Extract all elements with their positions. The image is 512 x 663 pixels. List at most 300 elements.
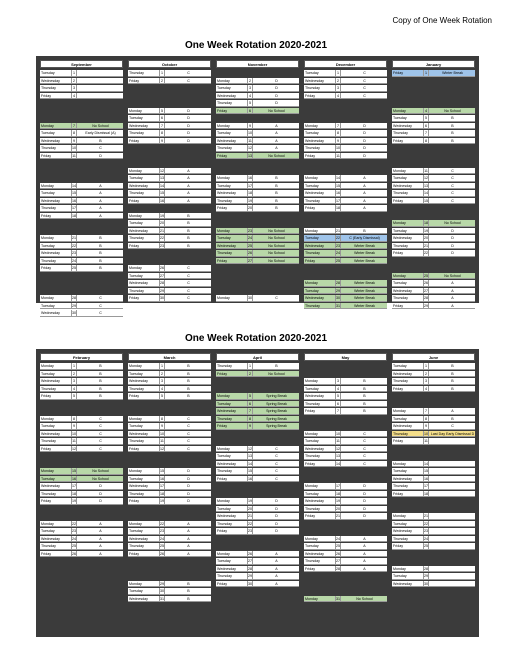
day-number: 18 <box>424 491 428 496</box>
day-name: Monday <box>393 221 406 225</box>
rotation-label: D <box>451 228 454 233</box>
day-name: Thursday <box>393 536 408 541</box>
day-row <box>304 295 387 302</box>
day-number: 18 <box>72 213 76 218</box>
day-name: Friday <box>129 198 139 203</box>
day-row <box>216 476 299 483</box>
day-number: 27 <box>424 288 428 293</box>
rotation-label: A <box>99 551 102 556</box>
rotation-label: Winter Break <box>354 281 375 285</box>
day-name: Wednesday <box>393 123 412 128</box>
day-number: 15 <box>336 183 340 188</box>
day-row <box>304 408 387 415</box>
day-number: 4 <box>337 93 339 98</box>
rotation-label: C <box>187 78 190 83</box>
rotation-label: D <box>187 476 190 481</box>
day-number: 18 <box>336 206 340 210</box>
day-row <box>128 243 211 250</box>
rotation-label: D <box>187 499 190 503</box>
day-number: 9 <box>73 424 75 428</box>
day-number: 12 <box>160 168 164 173</box>
day-name: Friday <box>41 153 51 158</box>
day-row <box>40 310 123 317</box>
day-number: 7 <box>337 409 339 413</box>
day-name: Wednesday <box>305 138 324 143</box>
rotation-label: B <box>451 138 454 143</box>
day-number: 17 <box>336 198 340 203</box>
day-name: Monday <box>393 273 406 278</box>
day-name: Thursday <box>41 146 56 150</box>
day-row <box>40 416 123 423</box>
day-number: 16 <box>72 198 76 203</box>
day-row <box>304 596 387 603</box>
day-row <box>392 581 475 588</box>
day-name: Monday <box>41 416 54 421</box>
day-name: Tuesday <box>129 221 143 225</box>
rotation-label: C <box>363 93 366 98</box>
day-number: 26 <box>160 266 164 270</box>
day-number: 28 <box>336 281 340 285</box>
day-row <box>40 138 123 145</box>
day-name: Tuesday <box>217 454 231 458</box>
day-row <box>304 461 387 468</box>
day-name: Friday <box>393 198 403 203</box>
rotation-label: A <box>363 551 366 556</box>
day-name: Wednesday <box>217 566 236 571</box>
day-name: Tuesday <box>393 281 407 285</box>
day-row <box>304 566 387 573</box>
rotation-label: C <box>187 288 190 293</box>
rotation-label: A <box>275 559 278 563</box>
day-number: 27 <box>160 273 164 278</box>
day-row <box>216 243 299 250</box>
rotation-label: C <box>363 454 366 458</box>
day-row <box>216 513 299 520</box>
day-name: Friday <box>393 251 403 255</box>
day-row <box>392 295 475 302</box>
rotation-label: D <box>363 499 366 503</box>
rotation-label: C <box>99 416 102 421</box>
day-row <box>216 498 299 505</box>
day-name: Tuesday <box>41 131 55 135</box>
day-name: Tuesday <box>129 116 143 120</box>
day-number: 7 <box>425 409 427 413</box>
day-row <box>392 243 475 250</box>
day-row <box>392 438 475 445</box>
day-name: Wednesday <box>41 251 60 255</box>
day-row <box>392 491 475 498</box>
day-row <box>40 123 123 130</box>
rotation-label: A <box>363 559 366 563</box>
rotation-label: B <box>275 364 278 368</box>
rotation-label: D <box>275 499 278 503</box>
day-name: Monday <box>41 123 54 128</box>
rotation-label: B <box>187 371 190 376</box>
day-name: Thursday <box>217 251 232 255</box>
rotation-label: A <box>451 288 454 293</box>
day-name: Tuesday <box>393 416 407 421</box>
day-row <box>392 461 475 468</box>
day-row <box>392 513 475 520</box>
day-name: Monday <box>41 236 54 240</box>
rotation-label: D <box>363 484 366 488</box>
day-name: Friday <box>41 551 51 556</box>
calendar-panel <box>36 349 479 637</box>
day-number: 6 <box>249 108 251 113</box>
day-row <box>128 228 211 235</box>
day-row <box>128 78 211 85</box>
day-name: Tuesday <box>129 273 143 278</box>
rotation-label: B <box>451 364 454 368</box>
rotation-label: Spring Break <box>266 409 287 413</box>
day-name: Thursday <box>41 544 56 548</box>
day-row <box>304 498 387 505</box>
day-number: 30 <box>248 581 252 586</box>
day-name: Friday <box>217 529 227 533</box>
day-number: 24 <box>336 251 340 255</box>
day-number: 7 <box>337 123 339 128</box>
day-row <box>128 168 211 175</box>
day-name: Monday <box>129 469 142 473</box>
month-header: February <box>40 353 123 361</box>
day-row <box>128 483 211 490</box>
day-row <box>216 205 299 212</box>
day-row <box>304 228 387 235</box>
day-name: Friday <box>217 153 227 158</box>
day-row <box>392 70 475 77</box>
day-number: 11 <box>72 439 76 443</box>
day-name: Friday <box>305 566 315 571</box>
day-name: Wednesday <box>129 536 148 541</box>
day-number: 9 <box>337 138 339 143</box>
day-number: 2 <box>161 78 163 83</box>
day-number: 20 <box>248 506 252 511</box>
day-name: Friday <box>305 93 315 98</box>
rotation-label: C <box>363 439 366 443</box>
day-row <box>128 265 211 272</box>
day-name: Wednesday <box>41 379 60 383</box>
day-name: Monday <box>217 499 230 503</box>
rotation-label: C <box>99 446 102 451</box>
rotation-label: D <box>275 86 278 90</box>
day-row <box>304 386 387 393</box>
rotation-label: Last Day Early Dismissal D <box>430 431 475 436</box>
day-name: Friday <box>129 499 139 503</box>
rotation-label: A <box>187 529 190 533</box>
day-number: 26 <box>248 251 252 255</box>
day-row <box>128 543 211 550</box>
day-number: 18 <box>424 221 428 225</box>
day-row <box>304 258 387 265</box>
day-row <box>392 521 475 528</box>
day-row <box>216 581 299 588</box>
rotation-label: B <box>99 364 102 368</box>
day-name: Thursday <box>129 288 144 293</box>
day-name: Friday <box>217 206 227 210</box>
day-row <box>128 423 211 430</box>
day-name: Tuesday <box>305 236 319 240</box>
rotation-label: B <box>275 176 278 180</box>
rotation-label: No School <box>268 236 285 240</box>
day-number: 13 <box>336 454 340 458</box>
day-row <box>128 378 211 385</box>
day-row <box>128 431 211 438</box>
day-name: Friday <box>217 581 227 586</box>
day-number: 26 <box>160 551 164 556</box>
day-number: 9 <box>249 123 251 128</box>
day-row <box>304 138 387 145</box>
day-row <box>40 536 123 543</box>
rotation-label: No School <box>92 469 109 473</box>
day-number: 15 <box>160 469 164 473</box>
day-row <box>216 528 299 535</box>
day-row <box>304 280 387 287</box>
day-number: 24 <box>160 536 164 541</box>
day-name: Thursday <box>129 236 144 240</box>
rotation-label: B <box>187 236 190 240</box>
rotation-label: D <box>187 116 190 120</box>
day-number: 2 <box>73 371 75 376</box>
rotation-label: A <box>99 198 102 203</box>
day-name: Thursday <box>393 191 408 195</box>
day-row <box>40 198 123 205</box>
day-number: 17 <box>72 484 76 488</box>
rotation-label: C <box>99 303 102 308</box>
day-row <box>304 551 387 558</box>
day-name: Monday <box>217 446 230 451</box>
rotation-label: Spring Break <box>266 416 287 421</box>
day-row <box>392 123 475 130</box>
day-name: Thursday <box>217 416 232 421</box>
day-name: Monday <box>305 536 318 541</box>
day-name: Tuesday <box>305 71 319 75</box>
day-number: 3 <box>425 379 427 383</box>
day-row <box>304 190 387 197</box>
day-row <box>392 198 475 205</box>
day-row <box>40 431 123 438</box>
rotation-label: A <box>275 581 278 586</box>
day-number: 16 <box>424 476 428 481</box>
day-name: Thursday <box>129 386 144 391</box>
day-row <box>304 431 387 438</box>
day-name: Wednesday <box>217 461 236 466</box>
day-name: Wednesday <box>41 536 60 541</box>
rotation-label: A <box>363 183 366 188</box>
rotation-label: B <box>363 409 366 413</box>
day-row <box>216 573 299 580</box>
day-number: 25 <box>424 273 428 278</box>
day-name: Wednesday <box>393 236 412 240</box>
rotation-label: D <box>451 251 454 255</box>
day-row <box>128 288 211 295</box>
rotation-label: D <box>275 506 278 511</box>
day-number: 20 <box>160 221 164 225</box>
day-row <box>40 213 123 220</box>
day-row <box>128 235 211 242</box>
day-number: 5 <box>249 101 251 105</box>
day-name: Thursday <box>217 198 232 203</box>
day-row <box>40 393 123 400</box>
day-number: 10 <box>336 431 340 436</box>
day-number: 9 <box>161 424 163 428</box>
day-number: 20 <box>424 236 428 240</box>
day-row <box>216 468 299 475</box>
day-row <box>40 371 123 378</box>
day-row <box>392 168 475 175</box>
day-name: Friday <box>41 499 51 503</box>
day-row <box>216 250 299 257</box>
day-row <box>392 386 475 393</box>
day-number: 26 <box>424 281 428 285</box>
day-name: Tuesday <box>41 191 55 195</box>
day-number: 23 <box>424 529 428 533</box>
rotation-label: C <box>275 446 278 451</box>
day-row <box>392 288 475 295</box>
rotation-label: D <box>275 514 278 518</box>
rotation-label: C <box>187 431 190 436</box>
rotation-label: Winter Break <box>354 303 375 308</box>
rotation-label: B <box>99 251 102 255</box>
day-number: 28 <box>336 566 340 571</box>
day-number: 8 <box>337 131 339 135</box>
day-number: 3 <box>337 86 339 90</box>
rotation-label: B <box>451 131 454 135</box>
day-number: 1 <box>249 364 251 368</box>
day-row <box>392 108 475 115</box>
day-number: 12 <box>72 446 76 451</box>
day-row <box>304 401 387 408</box>
day-name: Wednesday <box>393 183 412 188</box>
day-number: 29 <box>424 303 428 308</box>
day-row <box>40 363 123 370</box>
rotation-label: D <box>363 514 366 518</box>
day-row <box>304 250 387 257</box>
day-number: 28 <box>72 296 76 300</box>
day-name: Monday <box>305 176 318 180</box>
day-row <box>40 386 123 393</box>
day-name: Tuesday <box>41 71 55 75</box>
rotation-label: B <box>363 228 366 233</box>
day-name: Wednesday <box>393 371 412 376</box>
day-name: Monday <box>129 108 142 113</box>
day-name: Thursday <box>41 206 56 210</box>
rotation-label: A <box>187 198 190 203</box>
day-number: 9 <box>249 424 251 428</box>
day-row <box>128 295 211 302</box>
day-row <box>304 288 387 295</box>
day-name: Friday <box>41 394 51 398</box>
day-row <box>304 506 387 513</box>
day-row <box>128 220 211 227</box>
rotation-label: C <box>275 454 278 458</box>
rotation-label: C <box>187 439 190 443</box>
day-number: 2 <box>73 78 75 83</box>
day-name: Friday <box>305 514 315 518</box>
day-number: 4 <box>73 386 75 391</box>
day-number: 21 <box>72 236 76 240</box>
day-number: 8 <box>425 416 427 421</box>
day-row <box>304 243 387 250</box>
rotation-label: C <box>275 469 278 473</box>
rotation-label: D <box>99 491 102 496</box>
day-row <box>40 190 123 197</box>
day-row <box>392 280 475 287</box>
day-name: Friday <box>217 424 227 428</box>
day-number: 21 <box>336 514 340 518</box>
day-number: 15 <box>160 191 164 195</box>
rotation-label: B <box>99 394 102 398</box>
day-name: Friday <box>217 371 227 376</box>
day-row <box>304 378 387 385</box>
day-name: Monday <box>41 521 54 526</box>
rotation-label: D <box>275 101 278 105</box>
day-name: Monday <box>41 469 54 473</box>
day-number: 16 <box>160 198 164 203</box>
rotation-label: A <box>187 521 190 526</box>
day-row <box>304 558 387 565</box>
day-number: 5 <box>249 394 251 398</box>
day-number: 12 <box>160 446 164 451</box>
day-number: 6 <box>337 401 339 406</box>
day-name: Thursday <box>305 146 320 150</box>
day-name: Tuesday <box>393 228 407 233</box>
day-name: Wednesday <box>393 476 412 481</box>
day-number: 29 <box>160 288 164 293</box>
rotation-label: A <box>275 131 278 135</box>
day-row <box>304 93 387 100</box>
day-number: 7 <box>73 123 75 128</box>
day-name: Thursday <box>217 521 232 526</box>
day-name: Tuesday <box>305 491 319 496</box>
day-number: 23 <box>248 529 252 533</box>
day-row <box>392 235 475 242</box>
day-number: 1 <box>73 364 75 368</box>
day-name: Wednesday <box>41 198 60 203</box>
day-row <box>128 446 211 453</box>
day-row <box>40 446 123 453</box>
day-number: 14 <box>424 191 428 195</box>
rotation-label: C <box>275 296 278 300</box>
day-number: 4 <box>337 386 339 391</box>
rotation-label: A <box>363 544 366 548</box>
day-name: Tuesday <box>393 574 407 578</box>
day-row <box>216 371 299 378</box>
day-number: 11 <box>248 138 252 143</box>
day-name: Tuesday <box>41 243 55 248</box>
day-number: 8 <box>249 416 251 421</box>
day-name: Thursday <box>217 574 232 578</box>
day-row <box>216 393 299 400</box>
day-name: Tuesday <box>129 176 143 180</box>
day-name: Thursday <box>129 131 144 135</box>
day-row <box>216 85 299 92</box>
day-name: Thursday <box>129 191 144 195</box>
day-row <box>216 228 299 235</box>
day-number: 21 <box>248 514 252 518</box>
day-number: 1 <box>337 71 339 75</box>
day-row <box>216 506 299 513</box>
day-name: Thursday <box>41 86 56 90</box>
rotation-label: B <box>99 386 102 391</box>
rotation-label: B <box>451 386 454 391</box>
day-name: Tuesday <box>41 303 55 308</box>
rotation-label: C (Early Dismissal) <box>349 236 380 240</box>
day-row <box>392 468 475 475</box>
day-name: Monday <box>217 394 230 398</box>
day-row <box>128 190 211 197</box>
calendar-panel <box>36 56 479 315</box>
rotation-label: D <box>99 499 102 503</box>
